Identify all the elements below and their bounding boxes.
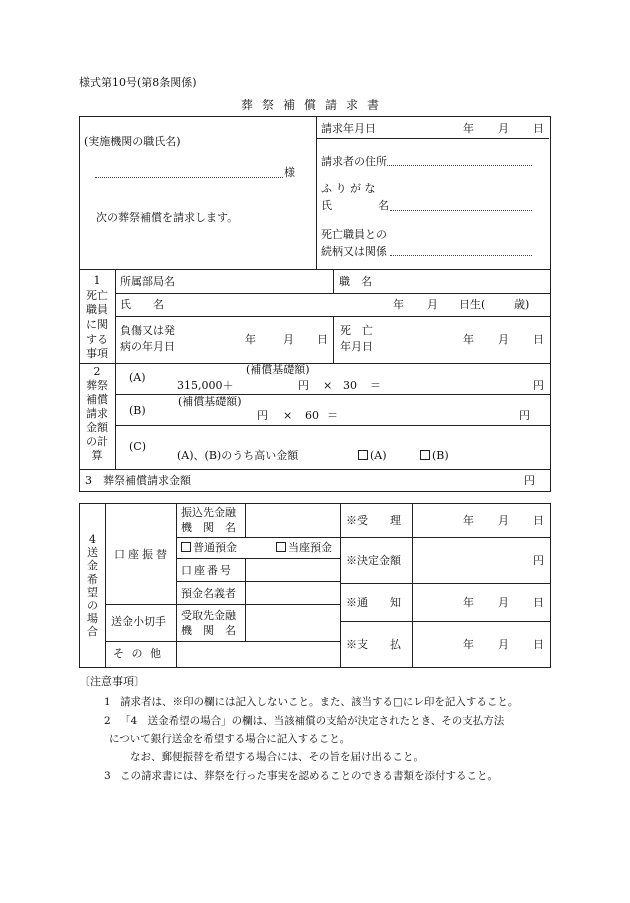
ordinary-deposit-label: 普通預金: [193, 541, 237, 554]
section2-label: 2 葬祭 補償 請求 金額 の計 算: [86, 365, 108, 463]
ordinary-deposit-checkbox[interactable]: [181, 542, 237, 553]
option-a-checkbox[interactable]: [358, 450, 387, 461]
form-number: 様式第10号(第8条関係): [79, 76, 197, 89]
account-number-label: 口座番号: [181, 564, 233, 577]
note-3-number: 3: [104, 770, 111, 782]
checkbox-icon: [358, 450, 368, 460]
injury-date-label-2: 病の年月日: [120, 340, 175, 353]
job-label: 職 名: [339, 275, 372, 288]
notes-heading: 〔注意事項〕: [79, 675, 145, 688]
age-label: 歳): [514, 298, 530, 311]
check-label: 送金小切手: [111, 615, 166, 628]
injury-day: 日: [317, 333, 328, 346]
date-day: 日: [533, 122, 544, 135]
request-text: 次の葬祭補償を請求します。: [96, 211, 239, 224]
calc-b-result-yen: 円: [519, 409, 530, 422]
date-month: 月: [498, 122, 509, 135]
paid-label: ※支 払: [346, 638, 401, 651]
death-day: 日: [533, 333, 544, 346]
received-day: 日: [533, 514, 544, 527]
current-deposit-label: 当座預金: [288, 541, 332, 554]
option-b-label: (B): [432, 449, 449, 462]
other-label: そ の 他: [113, 647, 163, 660]
note-1-number: 1: [104, 696, 111, 708]
calc-b-equals: ＝: [327, 409, 338, 422]
date-label: 請求年月日: [321, 122, 376, 135]
account-holder-label: 預金名義者: [181, 587, 236, 600]
address-label: 請求者の住所: [321, 155, 387, 168]
deceased-name-label: 氏 名: [120, 298, 164, 311]
calc-a-amount: 315,000＋: [177, 379, 234, 392]
checkbox-icon: [181, 542, 191, 552]
note-3: この請求書には、葬祭を行った事実を認めることのできる書類を添付すること。: [120, 770, 498, 782]
page-title: 葬祭補償請求書: [241, 98, 389, 112]
calc-b-basis: (補償基礎額): [178, 395, 242, 408]
received-label: ※受 理: [346, 514, 401, 527]
calc-b-yen: 円: [257, 409, 268, 422]
current-deposit-checkbox[interactable]: [276, 542, 332, 553]
calc-b-days: 60: [305, 409, 319, 422]
agency-label: (実施機関の職氏名): [84, 135, 181, 148]
paid-day: 日: [533, 638, 544, 651]
sama-label: 様: [284, 166, 295, 179]
note-2c: なお、郵便振替を希望する場合には、その旨を届け出ること。: [130, 751, 424, 763]
bank-label: 振込先金融: [181, 506, 236, 519]
calc-a-mark: (A): [129, 371, 146, 384]
birth-month: 月: [427, 298, 438, 311]
notified-day: 日: [533, 596, 544, 609]
calc-a-days: 30: [343, 379, 357, 392]
calc-a-basis: (補償基礎額): [246, 363, 310, 376]
injury-year: 年: [245, 333, 256, 346]
section1-label: 1 死亡 職員 に関 する 事項: [86, 274, 108, 361]
notified-year: 年: [463, 596, 474, 609]
bank-label-2: 機 関 名: [181, 521, 236, 534]
section3-yen: 円: [524, 474, 535, 487]
calc-a-times: ×: [323, 379, 333, 392]
death-date-label: 死 亡: [340, 324, 373, 337]
option-b-checkbox[interactable]: [420, 450, 449, 461]
remittance-table: [79, 503, 551, 668]
decided-amount-label: ※決定金額: [346, 554, 401, 567]
checkbox-icon: [420, 450, 430, 460]
note-2a: 「4 送金希望の場合」の欄は、当該補償の支給が決定されたとき、その支払方法: [120, 715, 505, 727]
note-2b: について銀行送金を希望する場合に記入すること。: [109, 733, 351, 745]
paid-year: 年: [463, 638, 474, 651]
recv-bank-label: 受取先金融: [181, 609, 236, 622]
claimant-name-field[interactable]: [390, 210, 532, 211]
injury-month: 月: [283, 333, 294, 346]
received-month: 月: [498, 514, 509, 527]
received-year: 年: [463, 514, 474, 527]
relation-label-2: 続柄又は関係: [321, 245, 387, 258]
name-label-2: 名: [378, 199, 389, 212]
calc-a-yen: 円: [298, 379, 309, 392]
recv-bank-label-2: 機 関 名: [181, 624, 236, 637]
death-month: 月: [498, 333, 509, 346]
date-year: 年: [463, 122, 474, 135]
paid-month: 月: [498, 638, 509, 651]
section4-label: 4 送 金 希 望 の 場 合: [87, 533, 98, 639]
calc-b-mark: (B): [129, 404, 146, 417]
birth-day: 日生(: [459, 298, 486, 311]
name-label: 氏: [321, 199, 332, 212]
notified-month: 月: [498, 596, 509, 609]
calc-b-times: ×: [283, 409, 293, 422]
decided-yen: 円: [533, 554, 544, 567]
birth-year: 年: [393, 298, 404, 311]
note-1: 請求者は、※印の欄には記入しないこと。また、該当する□にレ印を記入すること。: [120, 696, 519, 708]
option-a-label: (A): [370, 449, 387, 462]
calc-c-mark: (C): [129, 440, 146, 453]
section3-label: 3 葬祭補償請求金額: [85, 474, 191, 487]
calc-c-text: (A)、(B)のうち高い金額: [177, 449, 299, 462]
death-date-label-2: 年月日: [340, 340, 373, 353]
transfer-label: 口座振替: [114, 548, 170, 561]
checkbox-icon: [276, 542, 286, 552]
death-year: 年: [463, 333, 474, 346]
calc-a-equals: ＝: [370, 379, 381, 392]
injury-date-label: 負傷又は発: [120, 324, 175, 337]
furigana-label: ふ り が な: [321, 182, 376, 195]
relation-label: 死亡職員との: [321, 228, 387, 241]
dept-label: 所属部局名: [120, 275, 175, 288]
address-field[interactable]: [387, 165, 532, 166]
notified-label: ※通 知: [346, 596, 401, 609]
relation-field[interactable]: [390, 255, 532, 256]
note-2-number: 2: [104, 715, 111, 727]
agency-name-field[interactable]: [95, 177, 283, 178]
calc-a-result-yen: 円: [533, 379, 544, 392]
